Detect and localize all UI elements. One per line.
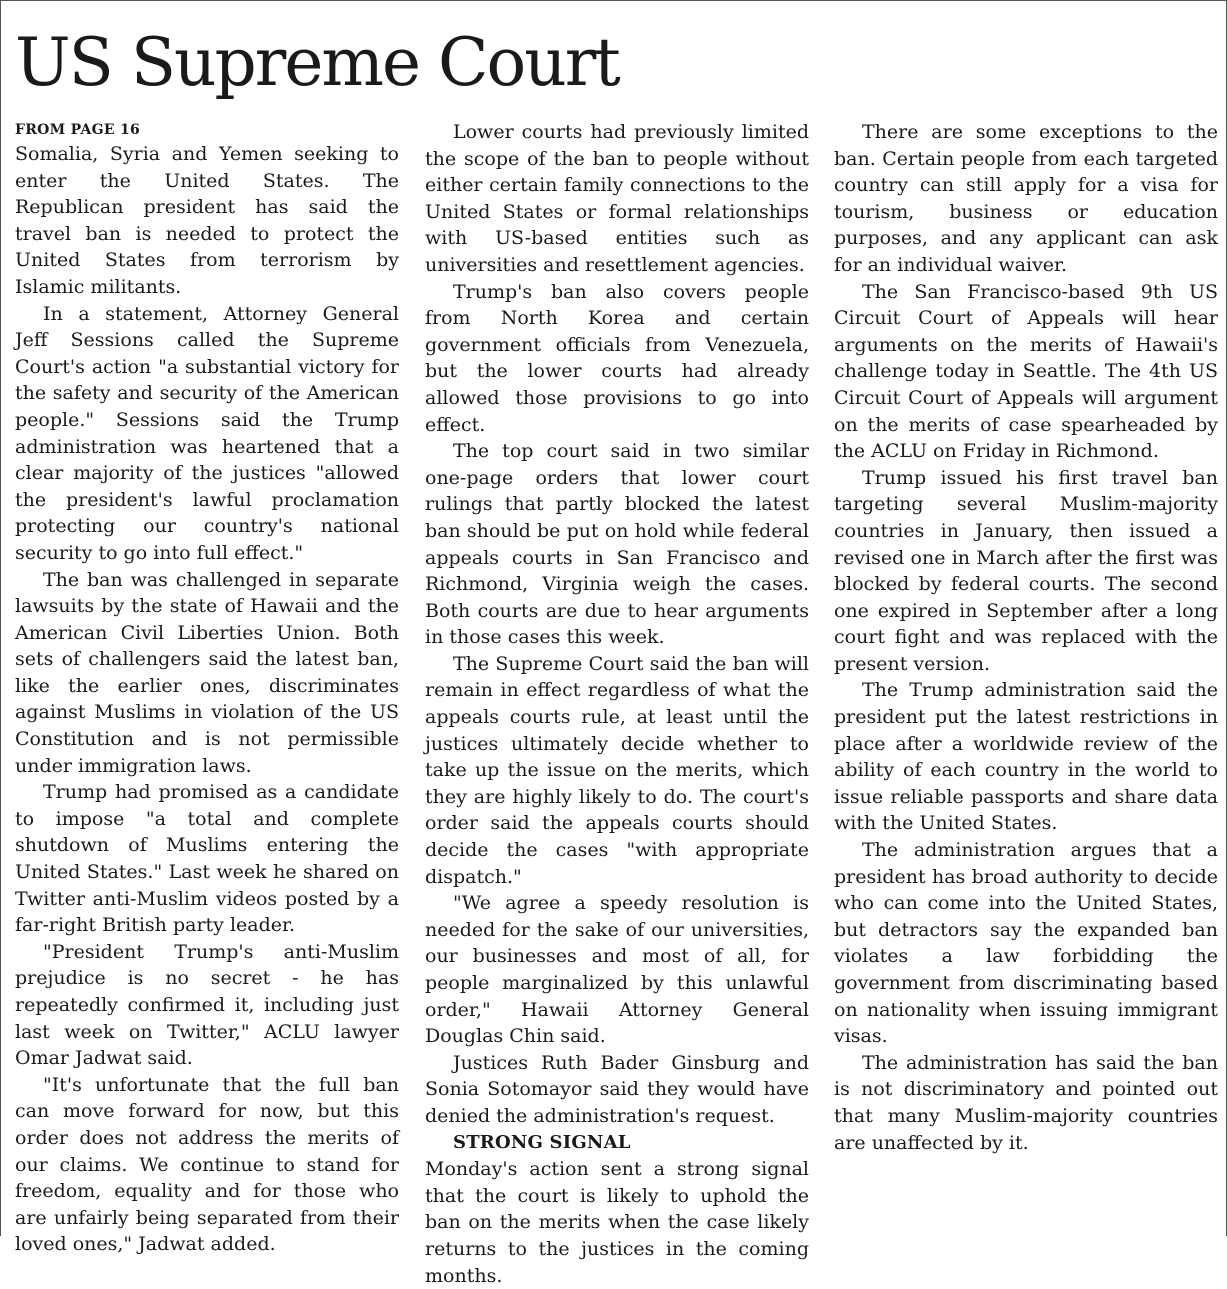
article-column-3	[834, 119, 1218, 1237]
article-paragraph: In a statement, Attorney General Jeff Sessions called the Supreme Court's action "a substantial victory for the safety and security of the American people." Sessions said the Trump administration was heartened that a clear majority of the justices "allowed the president's lawful proclamation protecting our country's national security to go into full effect."	[15, 302, 399, 564]
article-paragraph: Trump issued his first travel ban targeting several Muslim-majority countries in January, then issued a revised one in March after the first was blocked by federal courts. The second one expired in September after a long court fight and was replaced with the present version.	[834, 466, 1218, 675]
article-paragraph: There are some exceptions to the ban. Certain people from each targeted country can still apply for a visa for tourism, business or education purposes, and any applicant can ask for an individual waiver.	[834, 121, 1218, 276]
article-paragraph: The Supreme Court said the ban will remain in effect regardless of what the appeals courts rule, at least until the justices ultimately decide whether to take up the issue on the merits, which they are highly likely to do. The court's order said the appeals courts should decide the cases "with appropriate dispatch."	[425, 652, 809, 888]
article-column-1	[15, 119, 399, 1256]
headline: US Supreme Court	[15, 24, 619, 101]
article-paragraph: The administration has said the ban is not discriminatory and pointed out that many Muslim-majority countries are unaffected by it.	[834, 1051, 1218, 1154]
article-column-2	[425, 119, 809, 1287]
article-paragraph: The Trump administration said the president put the latest restrictions in place after a worldwide review of the ability of each country in the world to issue reliable passports and share data with the United States.	[834, 679, 1218, 835]
article-paragraph: Lower courts had previously limited the scope of the ban to people without either certain family connections to the United States or formal relationships with US-based entities such as universities and resettlement agencies.	[425, 121, 809, 276]
article-paragraph: "It's unfortunate that the full ban can move forward for now, but this order does not address the merits of our claims. We continue to stand for freedom, equality and for those who are unfairly being separated from their loved ones," Jadwat added.	[15, 1073, 399, 1256]
article-paragraph: The top court said in two similar one-page orders that lower court rulings that partly blocked the latest ban should be put on hold while federal appeals courts in San Francisco and Richmond, Virginia weigh the cases. Both courts are due to hear arguments in those cases this week.	[425, 440, 809, 649]
article-paragraph: Trump's ban also covers people from North Korea and certain government officials from Venezuela, but the lower courts had already allowed those provisions to go into effect.	[425, 280, 809, 436]
article-paragraph: Justices Ruth Bader Ginsburg and Sonia Sotomayor said they would have denied the administration's request.	[425, 1051, 809, 1127]
article-paragraph: The ban was challenged in separate lawsuits by the state of Hawaii and the American Civil Liberties Union. Both sets of challengers said the latest ban, like the earlier ones, discriminates against Muslims in violation of the US Constitution and is not permissible under immigration laws.	[15, 568, 399, 777]
article-paragraph: Somalia, Syria and Yemen seeking to enter the United States. The Republican president has said the travel ban is needed to protect the United States from terrorism by Islamic militants.	[15, 143, 399, 298]
jump-line: FROM PAGE 16	[15, 122, 141, 138]
section-subhead: STRONG SIGNAL	[453, 1131, 631, 1153]
article-paragraph: The administration argues that a president has broad authority to decide who can come into the United States, but detractors say the expanded ban violates a law forbidding the government from discriminating based on nationality when issuing immigrant visas.	[834, 839, 1218, 1048]
article-paragraph: Monday's action sent a strong signal that the court is likely to uphold the ban on the merits when the case likely returns to the justices in the coming months.	[425, 1158, 809, 1287]
article-paragraph: "We agree a speedy resolution is needed for the sake of our universities, our businesses and most of all, for people marginalized by this unlawful order," Hawaii Attorney General Douglas Chin said.	[425, 892, 809, 1048]
article-paragraph: "President Trump's anti-Muslim prejudice is no secret - he has repeatedly confirmed it, including just last week on Twitter," ACLU lawyer Omar Jadwat said.	[15, 940, 399, 1070]
article-paragraph: Trump had promised as a candidate to impose "a total and complete shutdown of Muslims entering the United States." Last week he shared on Twitter anti-Muslim videos posted by a far-right British party leader.	[15, 781, 399, 937]
article-paragraph: The San Francisco-based 9th US Circuit Court of Appeals will hear arguments on the merits of Hawaii's challenge today in Seattle. The 4th US Circuit Court of Appeals will argument on the merits of case spearheaded by the ACLU on Friday in Richmond.	[834, 280, 1218, 463]
